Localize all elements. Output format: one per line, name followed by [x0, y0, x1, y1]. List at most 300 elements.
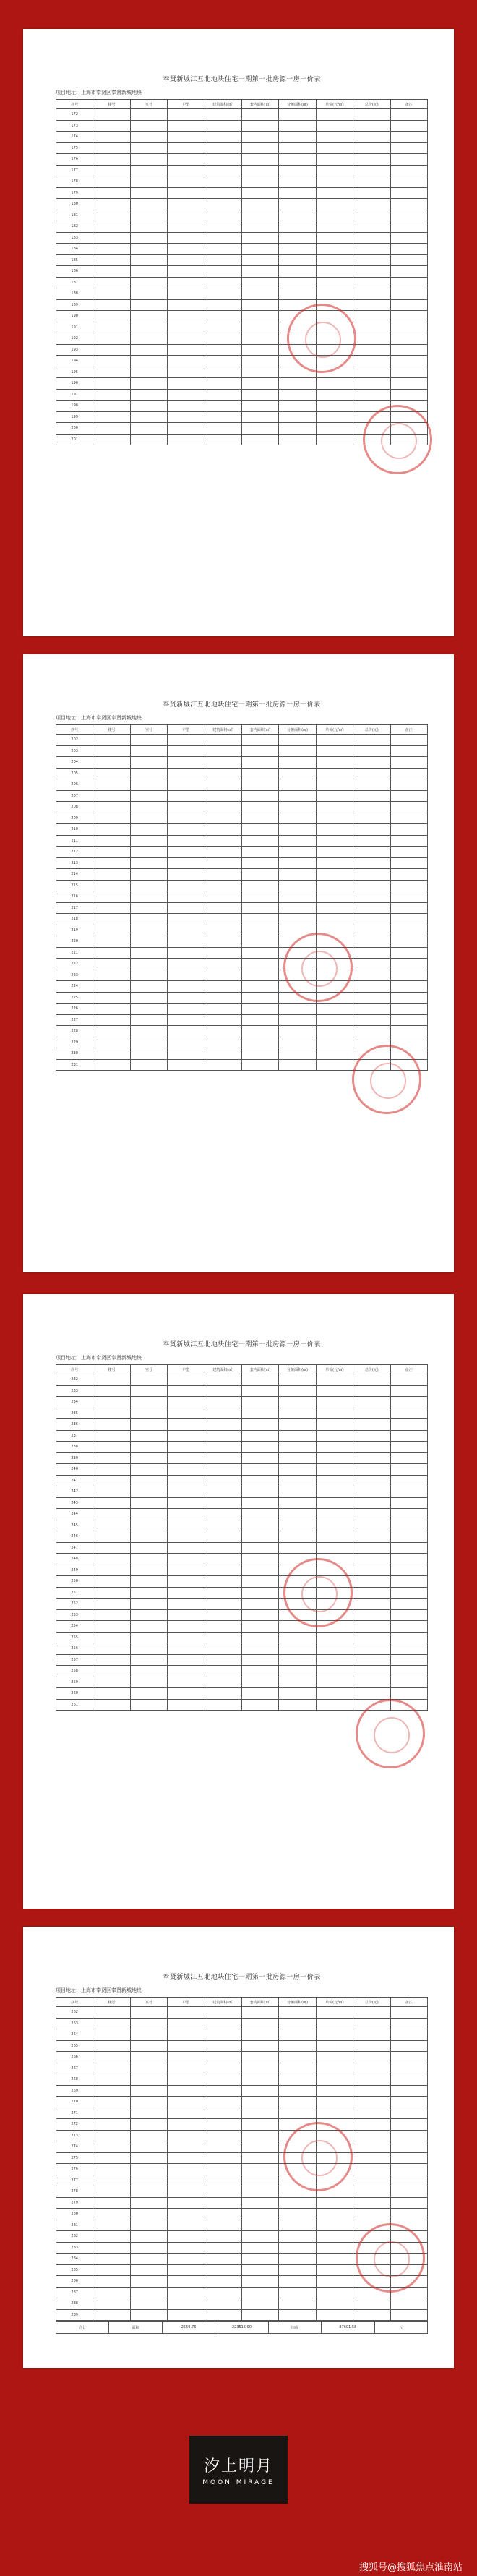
table-cell: [205, 1666, 241, 1677]
table-row: [56, 1497, 428, 1509]
table-cell: [93, 813, 130, 824]
table-row: [56, 367, 428, 378]
table-cell: [241, 356, 278, 367]
table-cell: [390, 857, 427, 869]
table-cell: [316, 1486, 353, 1498]
table-cell: [279, 423, 316, 435]
table-cell: [168, 1475, 205, 1486]
table-cell: [93, 992, 130, 1004]
row-number: 203: [56, 745, 93, 757]
row-number: 191: [56, 322, 93, 333]
table-cell: [390, 2209, 427, 2220]
table-cell: [168, 1688, 205, 1700]
table-cell: [168, 970, 205, 981]
table-cell: [168, 411, 205, 423]
row-number: 248: [56, 1554, 93, 1565]
table-cell: [130, 925, 167, 936]
table-cell: [279, 2052, 316, 2063]
table-row: [56, 1026, 428, 1037]
table-cell: [279, 1037, 316, 1048]
row-number: 285: [56, 2264, 93, 2276]
table-cell: [353, 1486, 390, 1498]
table-cell: [93, 2007, 130, 2019]
table-cell: [390, 757, 427, 769]
table-cell: [205, 2231, 241, 2243]
table-cell: [353, 735, 390, 746]
official-seal: [283, 1558, 353, 1627]
table-cell: [316, 2007, 353, 2019]
table-cell: [241, 902, 278, 914]
table-cell: [205, 2209, 241, 2220]
table-cell: [168, 1408, 205, 1419]
table-cell: [279, 1385, 316, 1397]
table-cell: [168, 299, 205, 311]
table-cell: [241, 299, 278, 311]
table-cell: [93, 1374, 130, 1386]
table-row: [56, 1677, 428, 1688]
table-cell: [279, 735, 316, 746]
table-cell: [168, 142, 205, 154]
table-cell: [93, 322, 130, 333]
table-cell: [279, 1430, 316, 1442]
table-cell: [168, 2152, 205, 2164]
row-number: 228: [56, 1026, 93, 1037]
table-cell: [279, 2074, 316, 2086]
table-cell: [130, 2231, 167, 2243]
table-cell: [241, 1430, 278, 1442]
table-cell: [241, 411, 278, 423]
table-cell: [353, 2197, 390, 2209]
table-cell: [130, 1666, 167, 1677]
table-cell: [353, 109, 390, 121]
table-cell: [93, 936, 130, 948]
table-cell: [279, 1497, 316, 1509]
row-number: 269: [56, 2085, 93, 2097]
table-cell: [168, 1654, 205, 1666]
table-cell: [316, 132, 353, 143]
page-title: 奉贤新城江五北地块住宅一期第一批房源一房一价表: [163, 1974, 321, 1981]
table-cell: [93, 1576, 130, 1588]
table-cell: [390, 333, 427, 345]
table-cell: [168, 221, 205, 233]
table-cell: [205, 277, 241, 288]
table-cell: [205, 367, 241, 378]
table-cell: [93, 1565, 130, 1576]
table-cell: [390, 914, 427, 925]
table-cell: [93, 2052, 130, 2063]
table-cell: [279, 1004, 316, 1015]
table-row: [56, 869, 428, 881]
table-cell: [316, 2018, 353, 2029]
table-cell: [205, 1486, 241, 1498]
table-cell: [205, 2197, 241, 2209]
table-cell: [205, 1397, 241, 1408]
table-cell: [353, 1397, 390, 1408]
table-cell: [130, 1632, 167, 1643]
table-cell: [279, 902, 316, 914]
table-cell: [93, 266, 130, 278]
table-cell: [93, 1699, 130, 1711]
table-cell: [241, 142, 278, 154]
table-cell: [130, 847, 167, 858]
table-cell: [316, 1688, 353, 1700]
table-cell: [205, 857, 241, 869]
table-cell: [130, 254, 167, 266]
table-cell: [279, 210, 316, 221]
column-header: 总价(元): [353, 725, 390, 735]
table-cell: [93, 232, 130, 244]
row-number: 184: [56, 244, 93, 255]
table-cell: [316, 154, 353, 166]
table-row: [56, 1632, 428, 1643]
project-address: 项目地址：上海市奉贤区奉贤新城地块: [56, 1355, 142, 1361]
table-row: [56, 1654, 428, 1666]
table-cell: [390, 2052, 427, 2063]
table-cell: [168, 757, 205, 769]
table-cell: [205, 1014, 241, 1026]
row-number: 188: [56, 288, 93, 300]
table-cell: [279, 757, 316, 769]
table-cell: [316, 434, 353, 445]
table-row: [56, 2052, 428, 2063]
row-number: 224: [56, 981, 93, 993]
table-cell: [205, 1059, 241, 1071]
table-cell: [205, 2264, 241, 2276]
table-cell: [168, 109, 205, 121]
row-number: 254: [56, 1621, 93, 1633]
table-cell: [353, 2108, 390, 2119]
table-cell: [205, 1699, 241, 1711]
table-cell: [279, 411, 316, 423]
table-cell: [205, 132, 241, 143]
table-cell: [205, 311, 241, 322]
table-cell: [390, 210, 427, 221]
table-cell: [93, 779, 130, 791]
table-cell: [205, 824, 241, 836]
table-cell: [316, 2242, 353, 2254]
table-cell: [353, 322, 390, 333]
table-row: [56, 344, 428, 356]
row-number: 210: [56, 824, 93, 836]
row-number: 244: [56, 1509, 93, 1520]
table-cell: [241, 1442, 278, 1453]
table-cell: [279, 2007, 316, 2019]
table-cell: [241, 1654, 278, 1666]
table-cell: [316, 914, 353, 925]
table-cell: [279, 2287, 316, 2298]
table-cell: [168, 992, 205, 1004]
table-cell: [205, 1497, 241, 1509]
table-cell: [316, 389, 353, 401]
table-cell: [130, 1486, 167, 1498]
table-cell: [241, 1576, 278, 1588]
table-cell: [205, 970, 241, 981]
table-cell: [168, 2231, 205, 2243]
table-cell: [241, 869, 278, 881]
table-cell: [205, 1542, 241, 1554]
table-cell: [279, 232, 316, 244]
table-row: [56, 333, 428, 345]
table-cell: [353, 1475, 390, 1486]
table-cell: [130, 1004, 167, 1015]
table-cell: [353, 389, 390, 401]
table-cell: [130, 187, 167, 199]
table-cell: [130, 1408, 167, 1419]
table-cell: [390, 2298, 427, 2310]
table-cell: [316, 165, 353, 176]
table-row: [56, 154, 428, 166]
table-cell: [205, 1599, 241, 1610]
table-cell: [130, 210, 167, 221]
table-cell: [130, 1442, 167, 1453]
row-number: 237: [56, 1430, 93, 1442]
table-cell: [390, 835, 427, 847]
table-cell: [241, 1643, 278, 1655]
table-cell: [353, 1452, 390, 1464]
row-number: 194: [56, 356, 93, 367]
table-cell: [93, 1621, 130, 1633]
table-cell: [93, 2085, 130, 2097]
table-row: [56, 2108, 428, 2119]
table-cell: [390, 2197, 427, 2209]
row-number: 225: [56, 992, 93, 1004]
table-cell: [130, 2287, 167, 2298]
table-cell: [130, 1419, 167, 1431]
table-cell: [241, 1688, 278, 1700]
table-cell: [279, 2209, 316, 2220]
table-cell: [279, 244, 316, 255]
brand-logo: [189, 2436, 288, 2504]
table-cell: [241, 2029, 278, 2041]
table-row: [56, 914, 428, 925]
column-header: 套内面积(㎡): [241, 1365, 278, 1374]
table-cell: [130, 1374, 167, 1386]
row-number: 185: [56, 254, 93, 266]
table-cell: [130, 1587, 167, 1599]
row-number: 226: [56, 1004, 93, 1015]
column-header: 楼号: [93, 100, 130, 109]
table-cell: [390, 1385, 427, 1397]
table-cell: [279, 1632, 316, 1643]
table-cell: [93, 1587, 130, 1599]
table-cell: [205, 813, 241, 824]
table-cell: [241, 1677, 278, 1688]
table-cell: [130, 2018, 167, 2029]
table-cell: [130, 1677, 167, 1688]
table-cell: [130, 757, 167, 769]
table-cell: [168, 199, 205, 210]
table-cell: [130, 1509, 167, 1520]
table-cell: [241, 779, 278, 791]
table-cell: [205, 1688, 241, 1700]
table-cell: [93, 1004, 130, 1015]
table-cell: [316, 835, 353, 847]
row-number: 264: [56, 2029, 93, 2041]
table-cell: [316, 221, 353, 233]
row-number: 220: [56, 936, 93, 948]
table-cell: [205, 1632, 241, 1643]
project-address: 项目地址：上海市奉贤区奉贤新城地块: [56, 1987, 142, 1993]
table-cell: [93, 2209, 130, 2220]
table-cell: [130, 389, 167, 401]
table-cell: [205, 1520, 241, 1531]
row-number: 206: [56, 779, 93, 791]
table-cell: [390, 1621, 427, 1633]
table-cell: [279, 1475, 316, 1486]
table-cell: [168, 2186, 205, 2198]
table-row: [56, 401, 428, 412]
table-cell: [353, 2119, 390, 2131]
table-cell: [93, 2097, 130, 2108]
table-cell: [93, 132, 130, 143]
table-cell: [316, 199, 353, 210]
table-cell: [130, 154, 167, 166]
table-cell: [93, 1666, 130, 1677]
table-cell: [353, 2209, 390, 2220]
table-cell: [168, 1587, 205, 1599]
table-cell: [353, 1666, 390, 1677]
table-row: [56, 947, 428, 959]
table-cell: [93, 199, 130, 210]
row-number: 199: [56, 411, 93, 423]
table-cell: [279, 1014, 316, 1026]
table-cell: [353, 142, 390, 154]
table-cell: [130, 2220, 167, 2231]
table-cell: [130, 344, 167, 356]
table-cell: [279, 378, 316, 390]
table-cell: [93, 2175, 130, 2186]
table-cell: [279, 1520, 316, 1531]
table-cell: [390, 311, 427, 322]
table-cell: [130, 1554, 167, 1565]
table-cell: [279, 779, 316, 791]
table-row: [56, 757, 428, 769]
table-cell: [279, 288, 316, 300]
table-cell: [205, 1408, 241, 1419]
row-number: 260: [56, 1688, 93, 1700]
table-row: [56, 2141, 428, 2153]
table-cell: [241, 199, 278, 210]
table-cell: [130, 1059, 167, 1071]
table-cell: [205, 768, 241, 779]
table-row: [56, 735, 428, 746]
table-cell: [168, 367, 205, 378]
table-cell: [241, 2164, 278, 2175]
table-cell: [205, 2242, 241, 2254]
table-cell: [205, 835, 241, 847]
table-cell: [93, 1599, 130, 1610]
table-cell: [205, 2018, 241, 2029]
table-cell: [168, 981, 205, 993]
table-cell: [168, 1048, 205, 1060]
table-cell: [241, 434, 278, 445]
table-cell: [130, 1531, 167, 1543]
table-cell: [168, 925, 205, 936]
table-cell: [93, 914, 130, 925]
table-cell: [93, 869, 130, 881]
row-number: 242: [56, 1486, 93, 1498]
table-cell: [168, 1621, 205, 1633]
table-cell: [93, 847, 130, 858]
column-header: 单价(元/㎡): [316, 1365, 353, 1374]
table-cell: [353, 356, 390, 367]
table-cell: [205, 2175, 241, 2186]
table-row: [56, 1554, 428, 1565]
column-header: 备注: [390, 1998, 427, 2007]
table-row: [56, 1542, 428, 1554]
row-number: 250: [56, 1576, 93, 1588]
table-cell: [241, 389, 278, 401]
table-cell: [241, 176, 278, 188]
document-page-4: [23, 1927, 454, 2368]
table-cell: [279, 132, 316, 143]
table-cell: [168, 2097, 205, 2108]
table-cell: [205, 2007, 241, 2019]
table-cell: [316, 745, 353, 757]
table-cell: [130, 2298, 167, 2310]
table-cell: [390, 745, 427, 757]
table-cell: [241, 1609, 278, 1621]
table-cell: [316, 266, 353, 278]
table-row: [56, 779, 428, 791]
row-number: 205: [56, 768, 93, 779]
table-cell: [390, 813, 427, 824]
table-cell: [93, 2220, 130, 2231]
table-cell: [93, 970, 130, 981]
table-cell: [390, 2164, 427, 2175]
table-cell: [205, 2164, 241, 2175]
table-row: [56, 2119, 428, 2131]
summary-average-price: 87601.58: [322, 2322, 374, 2334]
row-number: 174: [56, 132, 93, 143]
table-cell: [241, 120, 278, 132]
table-cell: [205, 936, 241, 948]
table-row: [56, 1520, 428, 1531]
table-cell: [205, 1048, 241, 1060]
table-cell: [316, 880, 353, 891]
table-cell: [168, 2085, 205, 2097]
table-cell: [241, 880, 278, 891]
table-cell: [205, 2220, 241, 2231]
table-cell: [205, 959, 241, 970]
table-cell: [130, 1609, 167, 1621]
table-cell: [205, 925, 241, 936]
table-row: [56, 1565, 428, 1576]
table-cell: [279, 869, 316, 881]
row-number: 181: [56, 210, 93, 221]
table-cell: [93, 757, 130, 769]
table-cell: [279, 824, 316, 836]
table-cell: [390, 2074, 427, 2086]
table-row: [56, 2097, 428, 2108]
table-cell: [130, 2197, 167, 2209]
row-number: 175: [56, 142, 93, 154]
table-cell: [168, 2175, 205, 2186]
table-cell: [168, 244, 205, 255]
table-cell: [168, 2197, 205, 2209]
table-cell: [353, 891, 390, 903]
table-cell: [93, 109, 130, 121]
row-number: 274: [56, 2141, 93, 2153]
table-cell: [241, 367, 278, 378]
table-cell: [316, 1397, 353, 1408]
table-cell: [279, 768, 316, 779]
table-cell: [353, 120, 390, 132]
summary-total-price: 223515.90: [215, 2322, 268, 2334]
table-cell: [130, 2309, 167, 2321]
table-cell: [168, 2052, 205, 2063]
table-cell: [390, 142, 427, 154]
